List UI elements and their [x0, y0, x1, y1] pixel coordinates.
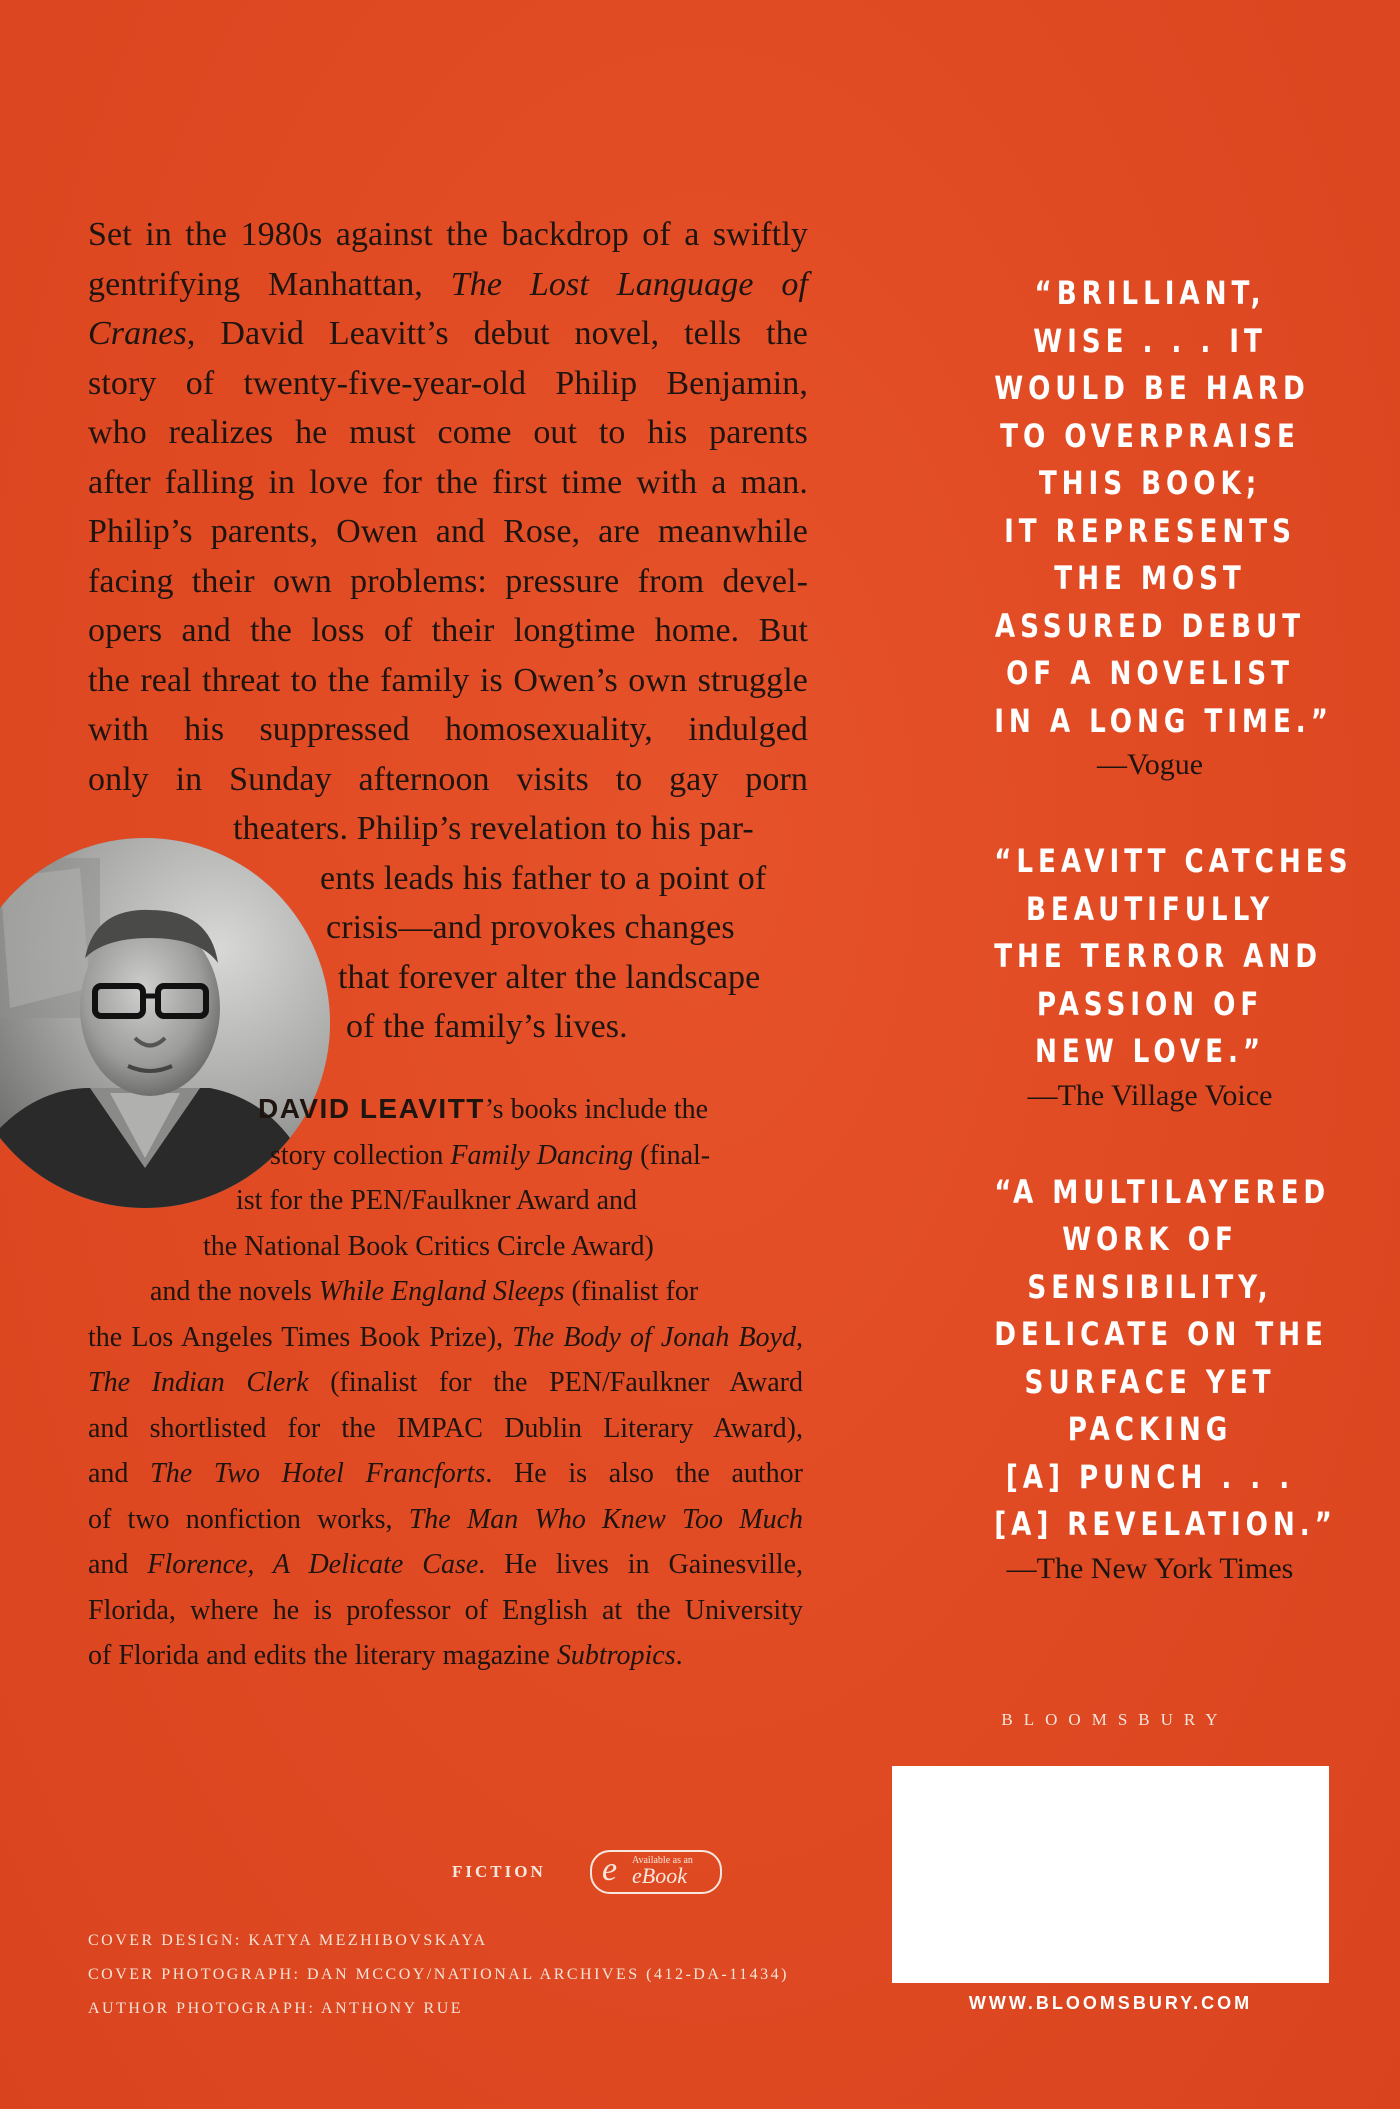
bio-line [88, 1542, 803, 1588]
text-segment: Philip’s parents, Owen and Rose, are meanwhile [88, 513, 808, 550]
review-quote [960, 1169, 1340, 1589]
title-text: Subtropics [556, 1640, 676, 1671]
author-name: DAVID LEAVITT [258, 1093, 485, 1124]
quote-line: WOULD BE HARD [994, 369, 1310, 407]
text-segment: . He is also the author [485, 1458, 803, 1489]
quote-line: [A] REVELATION.” [994, 1505, 1337, 1543]
bio-line [88, 1588, 803, 1634]
text-segment: and the novels [150, 1276, 319, 1307]
bio-line [88, 1224, 803, 1270]
quote-line: [A] PUNCH . . . [1005, 1457, 1295, 1496]
bio-line [88, 1178, 803, 1224]
synopsis-line [88, 359, 808, 409]
text-segment: facing their own problems: pressure from devel- [88, 562, 808, 600]
text-segment: crisis—and provokes changes [326, 909, 735, 946]
text-segment: (finalist for [564, 1276, 699, 1307]
text-segment: the National Book Critics Circle Award) [203, 1230, 654, 1262]
text-segment: only in Sunday afternoon visits to gay porn [88, 760, 808, 798]
title-text: The Body of Jonah Boyd [512, 1321, 796, 1353]
category-label: FICTION [452, 1862, 546, 1881]
author-bio [88, 1086, 803, 1679]
quote-line: DELICATE ON THE [994, 1315, 1328, 1353]
ebook-e-icon: e [602, 1851, 618, 1888]
title-text: Cranes [88, 315, 187, 352]
synopsis-line [88, 260, 808, 310]
synopsis-line [88, 408, 808, 458]
title-text: The Indian Clerk [88, 1367, 309, 1398]
text-segment: after falling in love for the first time with a man. [88, 463, 808, 501]
quote-line: TO OVERPRAISE [1000, 416, 1300, 455]
synopsis-line [88, 507, 808, 557]
synopsis-line [88, 557, 808, 607]
publisher-name: BLOOMSBURY [1001, 1710, 1229, 1729]
bio-line [88, 1497, 803, 1543]
text-segment: (finalist for the PEN/Faulkner Award [308, 1367, 804, 1398]
review-quote [960, 838, 1353, 1116]
bio-line [88, 1633, 803, 1679]
quote-line: SENSIBILITY, [1027, 1267, 1273, 1306]
quote-source: —The Village Voice [1027, 1078, 1273, 1112]
text-segment: , David Leavitt’s debut novel, tells the [186, 315, 808, 352]
bio-line [88, 1269, 803, 1315]
text-segment: theaters. Philip’s revelation to his par- [233, 810, 754, 847]
ebook-badge [590, 1850, 722, 1894]
text-segment: , [795, 1321, 803, 1353]
text-segment: the Los Angeles Times Book Prize), [88, 1321, 513, 1353]
text-segment: of Florida and edits the literary magazine [88, 1640, 557, 1671]
quote-line: WISE . . . IT [1033, 321, 1267, 360]
text-segment: ist for the PEN/Faulkner Award and [236, 1185, 638, 1216]
text-segment: . He lives in Gainesville, [478, 1549, 803, 1580]
text-segment: that forever alter the landscape [338, 958, 761, 996]
text-segment: and shortlisted for the IMPAC Dublin Literary Award), [88, 1412, 803, 1444]
text-segment: Florida, where he is professor of English at the University [88, 1594, 803, 1626]
title-text: Florence, A Delicate Case [147, 1549, 479, 1580]
credits [88, 1924, 789, 2026]
quote-line: PACKING [1067, 1410, 1233, 1448]
quote-line: “A MULTILAYERED [994, 1172, 1331, 1211]
title-text: The Man Who Knew Too Much [408, 1503, 804, 1535]
text-segment: (final- [633, 1139, 711, 1171]
quote-line: “LEAVITT CATCHES [994, 842, 1353, 880]
text-segment: . [675, 1640, 683, 1671]
bio-line [88, 1086, 803, 1133]
title-text: Family Dancing [450, 1139, 634, 1171]
text-segment: who realizes he must come out to his parents [88, 414, 808, 451]
synopsis-line [88, 656, 808, 706]
quote-line: THIS BOOK; [1038, 464, 1262, 502]
credit-cover-photograph: COVER PHOTOGRAPH: DAN MCCOY/NATIONAL ARCHIVES (412-DA-11434) [88, 1966, 789, 1983]
quote-line: WORK OF [1062, 1220, 1238, 1258]
text-segment: the real threat to the family is Owen’s own struggle [88, 661, 808, 699]
synopsis-line [88, 755, 808, 805]
review-quotes [960, 270, 1353, 1642]
quote-line: PASSION OF [1036, 984, 1264, 1023]
bio-line [88, 1451, 803, 1497]
text-segment: and [88, 1458, 151, 1489]
title-text: The Two Hotel Francforts [150, 1458, 486, 1489]
bio-line [88, 1406, 803, 1452]
text-segment: ’s books include the [484, 1094, 709, 1125]
text-segment: ents leads his father to a point of [320, 859, 767, 897]
ebook-available-text: Available as an [632, 1855, 693, 1866]
text-segment: of the family’s lives. [346, 1008, 628, 1045]
synopsis-line [88, 705, 808, 755]
text-segment: opers and the loss of their longtime home. But [88, 612, 808, 649]
quote-line: IN A LONG TIME.” [994, 701, 1333, 740]
text-segment: gentrifying Manhattan, [88, 265, 451, 303]
credit-cover-design: COVER DESIGN: KATYA MEZHIBOVSKAYA [88, 1932, 488, 1949]
review-quote [960, 270, 1340, 785]
title-text: The Lost Language of [450, 265, 808, 303]
bio-line [88, 1360, 803, 1406]
quote-line: NEW LOVE.” [1034, 1032, 1265, 1070]
synopsis-line [88, 210, 808, 260]
publisher-website: WWW.BLOOMSBURY.COM [968, 1993, 1253, 2013]
text-segment: story of twenty-five-year-old Philip Benjamin, [88, 364, 808, 402]
barcode-box [892, 1766, 1329, 1983]
ebook-label: eBook [632, 1863, 687, 1888]
bio-line [88, 1315, 803, 1361]
synopsis-line [88, 309, 808, 359]
text-segment: story collection [270, 1139, 451, 1171]
quote-source: —Vogue [1096, 748, 1204, 781]
quote-line: “BRILLIANT, [1034, 274, 1266, 312]
synopsis-line [88, 458, 808, 508]
synopsis-line [88, 606, 808, 656]
quote-source: —The New York Times [1006, 1551, 1294, 1585]
quote-line: ASSURED DEBUT [994, 606, 1306, 645]
text-segment: and [88, 1549, 148, 1580]
credit-author-photograph: AUTHOR PHOTOGRAPH: ANTHONY RUE [88, 2000, 464, 2017]
quote-line: SURFACE YET [1024, 1362, 1276, 1401]
quote-line: IT REPRESENTS [1004, 511, 1296, 550]
quote-line: OF A NOVELIST [1006, 654, 1294, 692]
text-segment: of two nonfiction works, [88, 1503, 409, 1535]
quote-line: THE MOST [1054, 559, 1246, 597]
title-text: While England Sleeps [318, 1276, 565, 1307]
bio-line [88, 1133, 803, 1179]
quote-line: BEAUTIFULLY [1025, 889, 1275, 928]
text-segment: with his suppressed homosexuality, indulged [88, 711, 808, 748]
quote-line: THE TERROR AND [994, 937, 1322, 975]
text-segment: Set in the 1980s against the backdrop of a swiftly [88, 216, 808, 253]
